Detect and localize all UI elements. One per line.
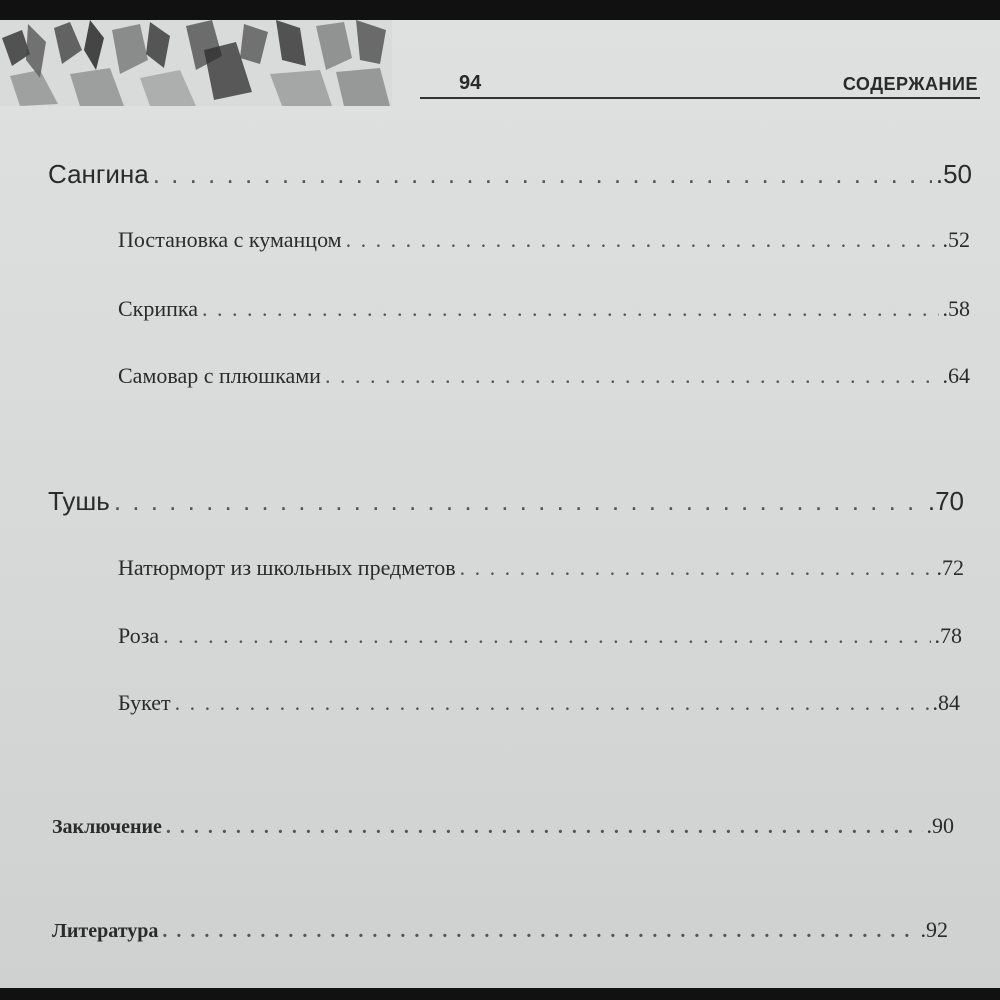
header-rule <box>420 97 980 99</box>
toc-entry-page: .72 <box>936 555 964 580</box>
toc-section-sangina[interactable] <box>48 159 972 190</box>
dot-leader <box>114 486 924 517</box>
dot-leader <box>460 555 933 581</box>
toc-section-tush[interactable] <box>48 486 964 517</box>
toc-entry-page: .84 <box>932 690 960 715</box>
page-number: 94 <box>459 72 482 94</box>
toc-entry-title: Натюрморт из школьных предметов <box>118 555 456 580</box>
toc-entry-page: .78 <box>934 623 962 648</box>
toc-entry-page: .52 <box>942 227 970 252</box>
toc-entry-title: Самовар с плюшками <box>118 363 321 388</box>
toc-entry-page: .90 <box>926 813 954 838</box>
toc-item[interactable] <box>118 623 962 649</box>
toc-entry-page: .58 <box>942 296 970 321</box>
toc-item[interactable] <box>118 690 960 716</box>
page-heading: СОДЕРЖАНИЕ <box>842 74 978 94</box>
toc-item[interactable] <box>118 363 970 389</box>
toc-entry-page: .70 <box>927 486 964 516</box>
toc-entry-title: Сангина <box>48 159 149 189</box>
toc-literature[interactable] <box>52 917 948 943</box>
toc-entry-title: Букет <box>118 690 171 715</box>
toc-item[interactable] <box>118 227 970 253</box>
toc-conclusion[interactable] <box>52 813 954 839</box>
dot-leader <box>163 623 930 649</box>
toc-entry-title: Роза <box>118 623 160 648</box>
toc-entry-title: Тушь <box>48 486 110 516</box>
book-page <box>0 20 1000 988</box>
toc-entry-title: Литература <box>52 920 159 942</box>
toc-entry-title: Скрипка <box>118 296 199 321</box>
toc-entry-page: .64 <box>942 363 970 388</box>
toc-entry-page: .92 <box>920 917 948 942</box>
dot-leader <box>202 296 938 322</box>
dot-leader <box>166 816 923 839</box>
dot-leader <box>325 363 939 389</box>
toc-item[interactable] <box>118 296 970 322</box>
dot-leader <box>162 920 916 943</box>
toc-entry-title: Постановка с куманцом <box>118 227 342 252</box>
sketch-illustration <box>0 20 392 106</box>
toc-entry-page: .50 <box>935 159 972 189</box>
toc-item[interactable] <box>118 555 964 581</box>
toc-entry-title: Заключение <box>52 816 162 838</box>
dot-leader <box>346 227 939 253</box>
dot-leader <box>153 159 932 190</box>
dot-leader <box>175 690 929 716</box>
